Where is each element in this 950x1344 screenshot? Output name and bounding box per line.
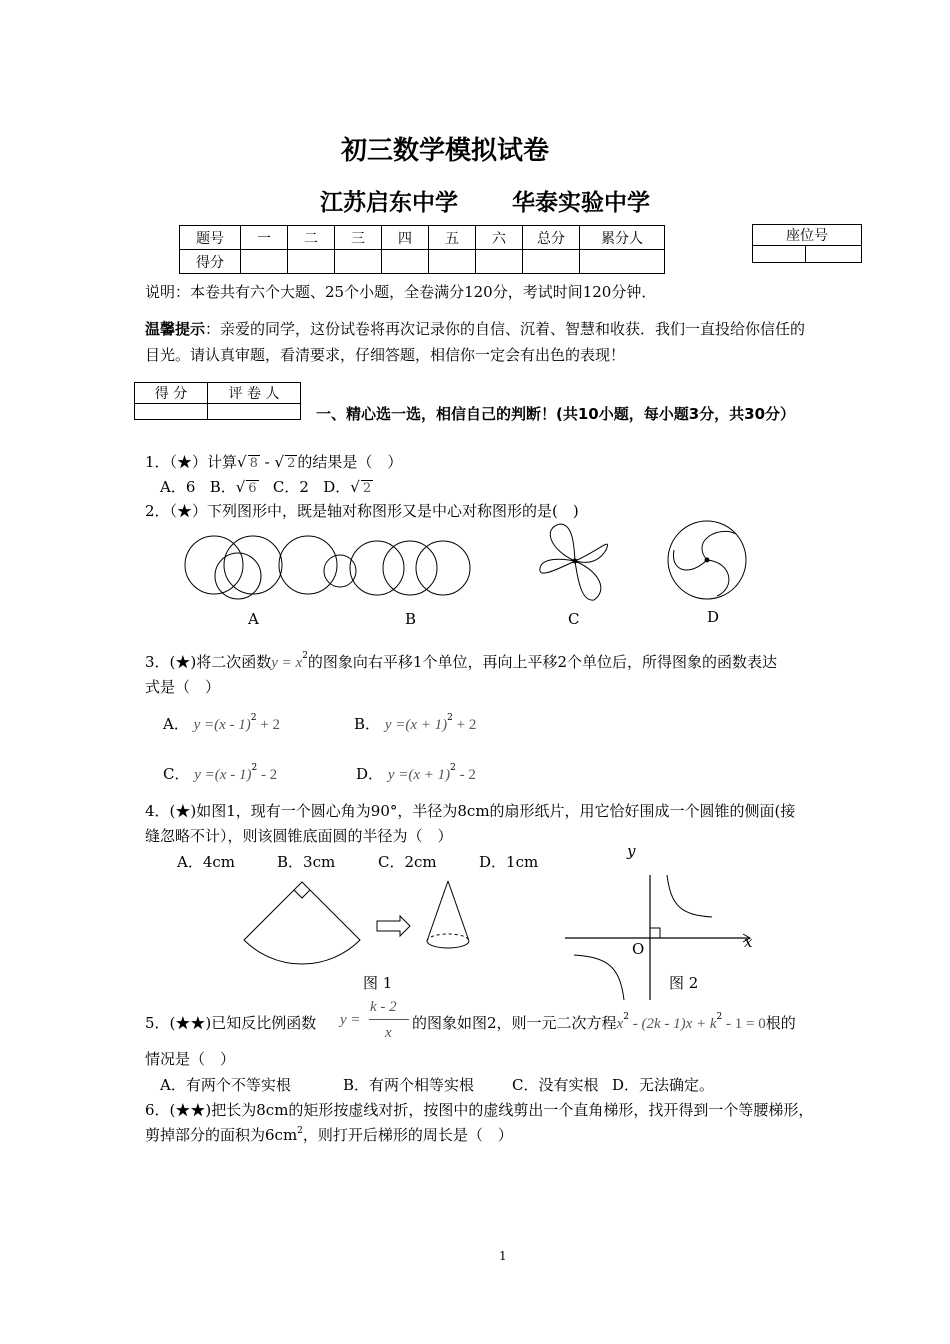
q1-radicand-2: 2 [287,456,296,471]
q1-radicand-1: 8 [249,456,258,471]
axis-x-label: x [744,933,753,951]
q5-eq-c: - 1 = 0 [722,1016,766,1032]
q2-figure-d-center [705,558,710,563]
q1-options [160,476,373,497]
axis-y-label: y [627,842,636,860]
sqrt-icon: √ [235,478,246,496]
q5-equation-line [412,1012,796,1033]
section-1-heading: 一、精心选一选，相信自己的判断！(共10小题，每小题3分，共30分） [316,405,796,423]
q5-eq-b: - (2k - 1)x + k [628,1016,717,1032]
score-cell: 四 [382,226,429,250]
question-5-prefix: 5．(★★)已知反比例函数 [145,1014,317,1032]
question-1 [145,451,402,472]
question-2: 2．（★）下列图形中，既是轴对称图形又是中心对称图形的是( ) [145,502,579,520]
score-row-label: 得分 [180,250,241,274]
q2-label-c: C [568,610,580,628]
score-table-header-row [180,226,665,250]
q4-option-d: D．1cm [479,853,539,871]
tip-line-2: 目光。请认真审题，看清要求，仔细答题，相信你一定会有出色的表现！ [145,346,626,364]
grader-box [134,382,301,420]
arrow-icon [377,916,410,936]
q3-option-c-square: 2 [251,763,258,773]
score-input-cell[interactable] [382,250,429,274]
q1-option-c: C．2 [272,478,309,496]
q3-option-a-label: A． [163,715,189,733]
question-3-line-2: 式是（ ） [145,678,221,696]
q3-option-a-expr: y =(x - 1) [193,717,251,733]
q3-option-d-tail: - 2 [455,767,476,783]
figure-1-caption: 图 1 [363,974,393,992]
q3-option-b-square: 2 [447,713,453,723]
instructions: 说明：本卷共有六个大题、25个小题，全卷满分120分，考试时间120分钟． [145,283,657,301]
sqrt-icon: √ [350,478,360,496]
q2-label-b: B [405,610,417,628]
q3-option-d-expr: y =(x + 1) [387,767,451,783]
q3-option-b [354,713,476,734]
q5-option-a: A．有两个不等实根 [160,1076,291,1094]
right-angle-mark [650,928,660,938]
q3-option-b-tail: + 2 [452,717,477,733]
grader-name-cell[interactable] [208,404,301,420]
q4-option-c: C．2cm [378,853,437,871]
q3-option-b-label: B． [354,715,381,733]
q3-option-c-label: C． [163,765,190,783]
hyperbola-branch-upper [667,875,712,917]
q1-option-a: A．6 [160,478,196,496]
seat-number-label: 座位号 [753,225,862,246]
tip-text-1: ：亲爱的同学，这份试卷将再次记录你的自信、沉着、智慧和收获．我们一直投给你信任的 [205,320,806,338]
grader-score-cell[interactable] [135,404,208,420]
hyperbola-branch-lower [574,955,624,1000]
q3-function: y = x [271,655,303,671]
tip-line-1 [145,318,805,339]
q5-suffix: 根的 [765,1014,796,1032]
score-input-cell[interactable] [523,250,580,274]
q1-option-d-radicand: 2 [362,481,372,496]
score-cell: 六 [476,226,523,250]
school-name-2: 华泰实验中学 [512,190,650,216]
school-name-1: 江苏启东中学 [320,190,458,216]
q1-option-b-label: B． [209,478,236,496]
q2-figures [180,520,760,630]
q3-option-a-tail: + 2 [256,717,281,733]
q3-option-a-square: 2 [250,713,257,723]
score-input-cell[interactable] [580,250,665,274]
score-table-score-row [180,250,665,274]
score-input-cell[interactable] [429,250,476,274]
score-input-cell[interactable] [241,250,288,274]
sqrt-icon: √ [274,453,285,471]
q5-eq-b-square: 2 [716,1012,723,1022]
score-input-cell[interactable] [335,250,382,274]
origin-label: O [632,940,645,958]
q1-minus: - [259,453,275,471]
question-4-line-1: 4．(★)如图1，现有一个圆心角为90°，半径为8cm的扇形纸片，用它恰好围成一个圆锥的侧面(接 [145,802,796,820]
q2-figure-c-center [573,559,578,564]
page-number: 1 [499,1249,507,1263]
score-input-cell[interactable] [288,250,335,274]
question-6-line-1: 6．(★★)把长为8cm的矩形按虚线对折，按图中的虚线剪出一个直角梯形，找开得到一个等腰梯形， [145,1101,814,1119]
q5-eq-a-square: 2 [623,1012,629,1022]
score-input-cell[interactable] [476,250,523,274]
score-cell: 三 [335,226,382,250]
q3-option-d-square: 2 [450,763,456,773]
q4-option-b: B．3cm [277,853,336,871]
seat-number-table [752,224,862,263]
seat-number-cell[interactable] [753,246,806,263]
score-cell: 题号 [180,226,241,250]
q5-middle: 的图象如图2，则一元二次方程 [412,1014,617,1032]
score-cell: 累分人 [580,226,665,250]
figure-2-caption: 图 2 [669,974,699,992]
score-cell: 总分 [523,226,580,250]
grader-name-label: 评 卷 人 [208,383,301,404]
q3-prefix: 3．(★)将二次函数 [145,653,272,671]
tip-label: 温馨提示 [145,320,206,338]
q2-figure-b [350,541,470,595]
q6-text-b: ，则打开后梯形的周长是（ ） [302,1126,513,1144]
grader-score-label: 得 分 [135,383,208,404]
question-6-line-2 [145,1124,513,1145]
seat-number-cell[interactable] [806,246,862,263]
sqrt-icon: √ [237,453,247,471]
q1-suffix: 的结果是（ ） [297,453,403,471]
q2-label-a: A [248,610,259,628]
q4-option-a: A．4cm [177,853,236,871]
q1-option-d-label: D． [323,478,351,496]
q3-option-c-expr: y =(x - 1) [194,767,252,783]
score-cell: 一 [241,226,288,250]
score-cell: 二 [288,226,335,250]
figure-1-sector [244,882,360,964]
q1-prefix: 1．（★）计算 [145,453,238,471]
q5-y-equals: y = [340,1012,361,1028]
q3-suffix: 的图象向右平移1个单位，再向上平移2个单位后，所得图象的函数表达 [307,653,778,671]
q5-numerator: k - 2 [370,999,397,1015]
q6-text-a: 剪掉部分的面积为6cm [145,1126,298,1144]
question-3-line-1 [145,651,777,672]
q2-figure-a [185,536,356,599]
q5-denominator: x [385,1025,392,1041]
score-table [179,225,665,274]
q5-fraction-bar [369,1019,409,1020]
figure-1-cone [427,881,469,948]
q5-option-b: B．有两个相等实根 [343,1076,475,1094]
q3-exponent: 2 [302,651,308,661]
question-5-line-2: 情况是（ ） [145,1050,236,1068]
q2-label-d: D [707,608,720,626]
q3-option-a [163,713,280,734]
page-title: 初三数学模拟试卷 [341,136,550,166]
q1-option-b-radicand: 6 [248,481,257,496]
q5-eq-a: x [616,1016,624,1032]
score-cell: 五 [429,226,476,250]
q3-option-d [356,763,476,784]
figure-2-graph [565,875,753,1000]
question-4-line-2: 缝忽略不计），则该圆锥底面圆的半径为（ ） [145,827,453,845]
q5-option-c: C．没有实根 [512,1076,599,1094]
q5-option-d: D．无法确定。 [612,1076,715,1094]
q6-superscript: 2 [297,1126,303,1136]
q3-option-d-label: D． [356,765,384,783]
q3-option-c-tail: - 2 [257,767,278,783]
q3-option-c [163,763,277,784]
q3-option-b-expr: y =(x + 1) [384,717,448,733]
